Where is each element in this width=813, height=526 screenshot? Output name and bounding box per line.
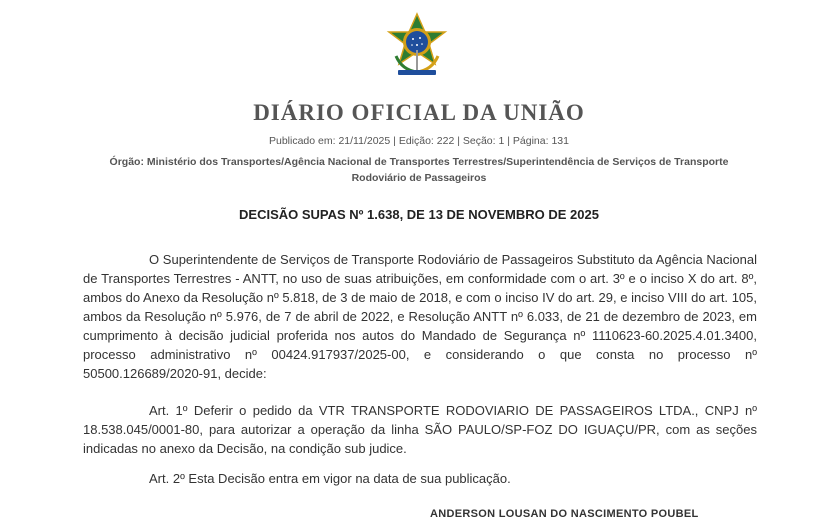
page-label: Página: bbox=[512, 135, 549, 147]
orgao-value: Ministério dos Transportes/Agência Nacional de Transportes Terrestres/Superintendência de Serviços de Transporte Rodoviário de Passageiros bbox=[146, 156, 729, 184]
brasao-coat-of-arms-icon bbox=[384, 12, 450, 78]
published-date: 21/11/2025 bbox=[338, 135, 391, 147]
paragraph-text: Art. 1º Deferir o pedido da VTR TRANSPORTE RODOVIARIO DE PASSAGEIROS LTDA., CNPJ nº 18.538.045/0001-80, para autorizar a operação da linha SÃO PAULO/SP-FOZ DO IGUAÇU/PR, com as seções indicadas no anexo da Decisão, na condição sub judice. bbox=[83, 403, 757, 456]
paragraph-text: Art. 2º Esta Decisão entra em vigor na data de sua publicação. bbox=[149, 471, 511, 486]
paragraph-preamble bbox=[83, 250, 757, 383]
orgao-label: Órgão: bbox=[109, 156, 144, 168]
paragraph-article-1 bbox=[83, 401, 757, 458]
paragraph-article-2 bbox=[83, 469, 757, 488]
masthead-title: DIÁRIO OFICIAL DA UNIÃO bbox=[253, 100, 585, 125]
section-label: Seção: bbox=[462, 135, 496, 147]
published-label: Publicado em: bbox=[268, 135, 336, 147]
orgao-line bbox=[90, 154, 748, 186]
section-number: 1 bbox=[498, 135, 505, 147]
edition-number: 222 bbox=[436, 135, 455, 147]
paragraph-text: O Superintendente de Serviços de Transporte Rodoviário de Passageiros Substituto da Agência Nacional de Transportes Terrestres - ANTT, no uso de suas atribuições, em conformidade com o art. 3º e o inciso X do art. 8º, ambos do Anexo da Resolução nº 5.818, de 3 de maio de 2018, e com o inciso IV do art. 29, e inciso VIII do art. 105, ambos da Resolução nº 5.976, de 7 de abril de 2022, e Resolução ANTT nº 6.033, de 21 de dezembro de 2023, em cumprimento à decisão judicial proferida nos autos do Mandado de Segurança nº 1110623-60.2025.4.01.3400, processo administrativo nº 00424.917937/2025-00, e considerando o que consta no processo nº 50500.126689/2020-91, decide: bbox=[83, 252, 757, 381]
document-title: DECISÃO SUPAS Nº 1.638, DE 13 DE NOVEMBRO DE 2025 bbox=[239, 207, 599, 222]
edition-label: Edição: bbox=[398, 135, 434, 147]
publication-info: Publicado em: 21/11/2025 | Edição: 222 | Seção: 1 | Página: 131 bbox=[268, 135, 569, 147]
signer-name: ANDERSON LOUSAN DO NASCIMENTO POUBEL bbox=[430, 508, 699, 520]
page-number: 131 bbox=[551, 135, 569, 147]
